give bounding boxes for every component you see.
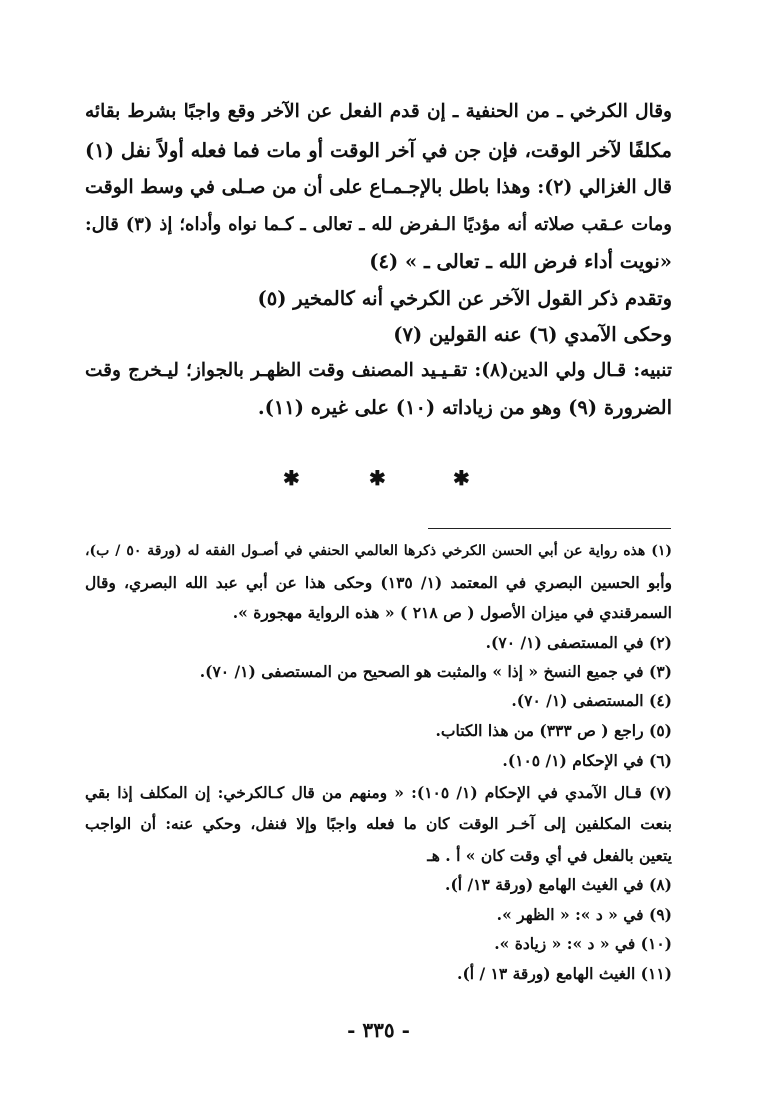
footnote-line: السمرقندي في ميزان الأصول ( ص ٢١٨ ) « هذه الرواية مهجورة ». <box>232 603 672 622</box>
footnote-line: (٤) المستصفى (١/ ٧٠). <box>511 691 672 710</box>
main-text-line-7: وحكى الآمدي (٦) عنه القولين (٧) <box>393 323 672 346</box>
footnote-line: وأبو الحسين البصري في المعتمد (١/ ١٣٥) وحكى هذا عن أبي عبد الله البصري، وقال <box>85 573 673 592</box>
footnote-line: (٦) في الإحكام (١/ ١٠٥). <box>502 751 672 770</box>
footnote-line: (١) هذه رواية عن أبي الحسن الكرخي ذكرها العالمي الحنفي في أصـول الفقه له (ورقة ٥٠ / ب)، <box>85 543 672 559</box>
separator-star-icon: ✱ <box>453 466 470 490</box>
footnote-line: (٣) في جميع النسخ « إذا » والمثبت هو الصحيح من المستصفى (١/ ٧٠). <box>199 662 672 681</box>
footnote-divider <box>428 528 671 529</box>
footnote-line: بنعت المكلفين إلى آخـر الوقت كان ما فعله واجبًا وإلا فنفل، وحكي عنه: أن الواجب <box>85 814 672 833</box>
main-text-line-6: وتقدم ذكر القول الآخر عن الكرخي أنه كالمخير (٥) <box>257 287 672 310</box>
section-separator <box>0 468 757 498</box>
separator-star-icon: ✱ <box>283 466 300 490</box>
page-number: - ٣٣٥ - <box>347 1018 410 1042</box>
footnote-line: (٧) قـال الآمدي في الإحكام (١/ ١٠٥): « ومنهم من قال كـالكرخي: إن المكلف إذا بقي <box>85 783 672 802</box>
footnote-line: (١٠) في « د »: « زيادة ». <box>494 934 672 953</box>
main-text-line-4: ومات عـقب صلاته أنه مؤديًا الـفرض لله ـ تعالى ـ كـما نواه وأداه؛ إذ (٣) قال: <box>85 214 672 235</box>
separator-star-icon: ✱ <box>369 466 386 490</box>
main-text-line-2: مكلفًا لآخر الوقت، فإن جن في آخر الوقت أو مات فما فعله أولاً نفل (١) <box>85 139 672 162</box>
main-text-line-9: الضرورة (٩) وهو من زياداته (١٠) على غيره (١١). <box>257 396 672 419</box>
main-text-line-1: وقال الكرخي ـ من الحنفية ـ إن قدم الفعل عن الآخر وقع واجبًا بشرط بقائه <box>85 101 672 122</box>
footnote-line: (١١) الغيث الهامع (ورقة ١٣ / أ). <box>457 964 672 983</box>
main-text-line-5: «نويت أداء فرض الله ـ تعالى ـ » (٤) <box>369 250 672 273</box>
footnote-line: (٢) في المستصفى (١/ ٧٠). <box>485 633 672 652</box>
main-text-line-3: قال الغزالي (٢): وهذا باطل بالإجـمـاع على أن من صـلى في وسط الوقت <box>85 176 672 198</box>
footnote-line: (٩) في « د »: « الظهر ». <box>496 905 672 924</box>
footnote-line: (٥) راجع ( ص ٣٣٣) من هذا الكتاب. <box>435 721 672 740</box>
footnote-line: يتعين بالفعل في أي وقت كان » أ . هـ <box>427 846 672 865</box>
main-text-line-8: تنبيه: قـال ولي الدين(٨): تقـيـيد المصنف وقت الظهـر بالجواز؛ ليـخرج وقت <box>85 360 672 381</box>
footnote-line: (٨) في الغيث الهامع (ورقة ١٣/ أ). <box>445 875 672 894</box>
